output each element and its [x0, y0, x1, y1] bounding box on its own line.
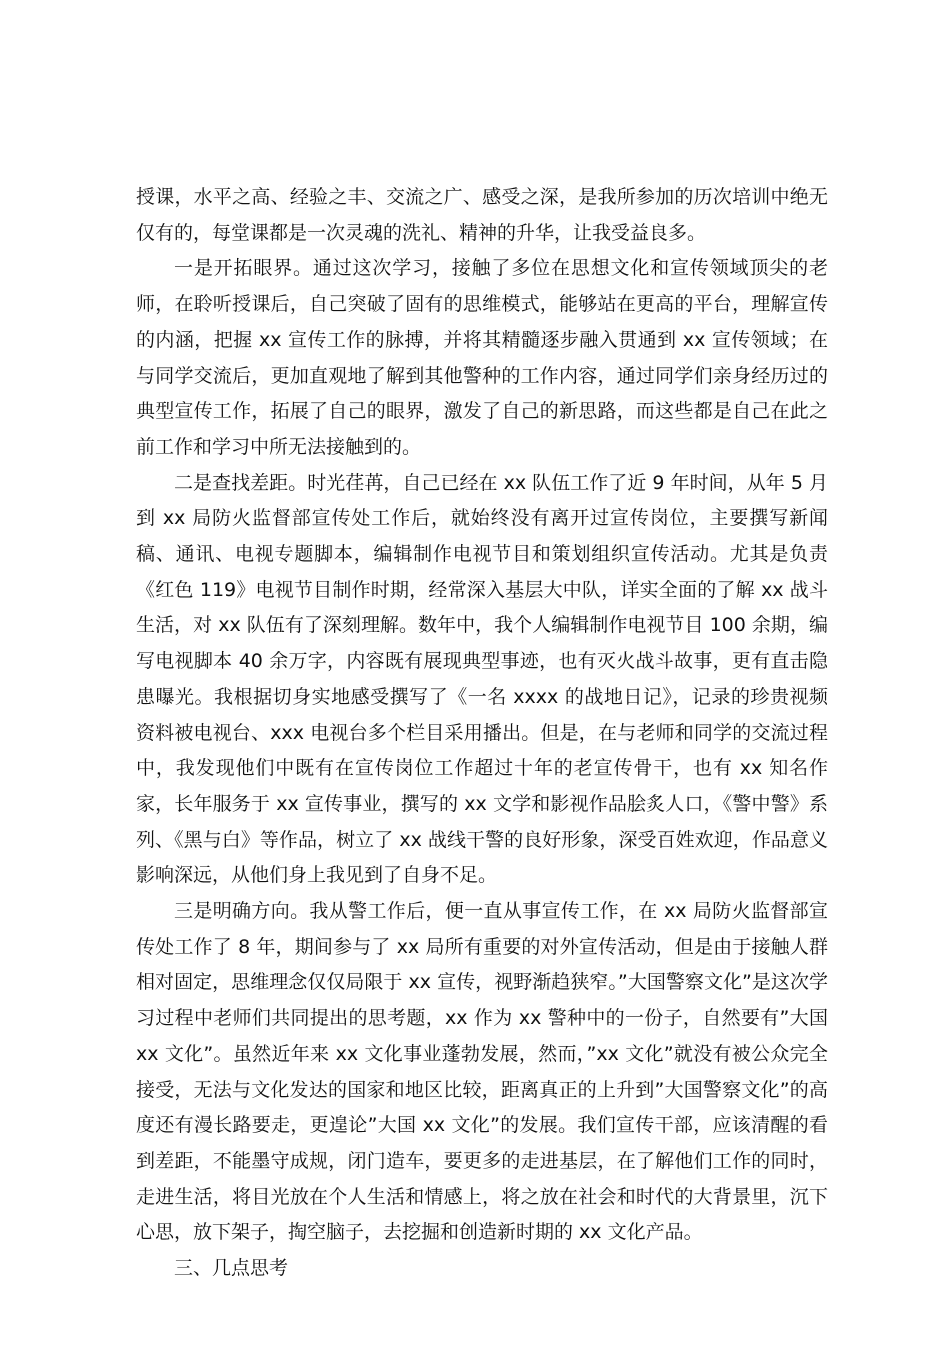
section-heading-reflections: 三、几点思考 — [174, 1257, 289, 1280]
paragraph-find-gaps: 二是查找差距。时光荏苒，自己已经在 xx 队伍工作了近 9 年时间，从年 5 月到 xx 局防火监督部宣传处工作后，就始终没有离开过宣传岗位，主要撰写新闻稿、通讯、电视专题脚本，编辑制作电视节目和策划组织宣传活动。尤其是负责《红色 119》电视节目制作时期，经常深入基层大中队，详实全面的了解 xx 战斗生活，对 xx 队伍有了深刻理解。数年中，我个人编辑制作电视节目 100 余期，编写电视脚本 40 余万字，内容既有展现典型事迹，也有灭火战斗故事，更有直击隐患曝光。我根据切身实地感受撰写了《一名 xxxx 的战地日记》，记录的珍贵视频资料被电视台、xxx 电视台多个栏目采用播出。但是，在与老师和同学的交流过程中，我发现他们中既有在宣传岗位工作超过十年的老宣传骨干，也有 xx 知名作家，长年服务于 xx 宣传事业，撰写的 xx 文学和影视作品脍炙人口，《警中警》系列、《黑与白》等作品，树立了 xx 战线干警的良好形象，深受百姓欢迎，作品意义影响深远，从他们身上我见到了自身不足。 — [136, 471, 828, 887]
paragraph-continuation: 授课，水平之高、经验之丰、交流之广、感受之深，是我所参加的历次培训中绝无仅有的，每堂课都是一次灵魂的洗礼、精神的升华，让我受益良多。 — [136, 186, 828, 244]
paragraph-clarify-direction: 三是明确方向。我从警工作后，便一直从事宣传工作，在 xx 局防火监督部宣传处工作了 8 年，期间参与了 xx 局所有重要的对外宣传活动，但是由于接触人群相对固定，思维理念仅仅局限于 xx 宣传，视野渐趋狭窄。”大国警察文化”是这次学习过程中老师们共同提出的思考题，xx 作为 xx 警种中的一份子，自然要有”大国 xx 文化”。虽然近年来 xx 文化事业蓬勃发展，然而，”xx 文化”就没有被公众完全接受，无法与文化发达的国家和地区比较，距离真正的上升到”大国警察文化”的高度还有漫长路要走，更遑论”大国 xx 文化”的发展。我们宣传干部，应该清醒的看到差距，不能墨守成规，闭门造车，要更多的走进基层，在了解他们工作的同时，走进生活，将目光放在个人生活和情感上，将之放在社会和时代的大背景里，沉下心思，放下架子，掏空脑子，去挖掘和创造新时期的 xx 文化产品。 — [136, 900, 828, 1244]
document-body — [136, 180, 828, 1287]
paragraph-broaden-horizons: 一是开拓眼界。通过这次学习，接触了多位在思想文化和宣传领域顶尖的老师，在聆听授课后，自己突破了固有的思维模式，能够站在更高的平台，理解宣传的内涵，把握 xx 宣传工作的脉搏，并将其精髓逐步融入贯通到 xx 宣传领域；在与同学交流后，更加直观地了解到其他警种的工作内容，通过同学们亲身经历过的典型宣传工作，拓展了自己的眼界，激发了自己的新思路，而这些都是自己在此之前工作和学习中所无法接触到的。 — [136, 257, 828, 458]
